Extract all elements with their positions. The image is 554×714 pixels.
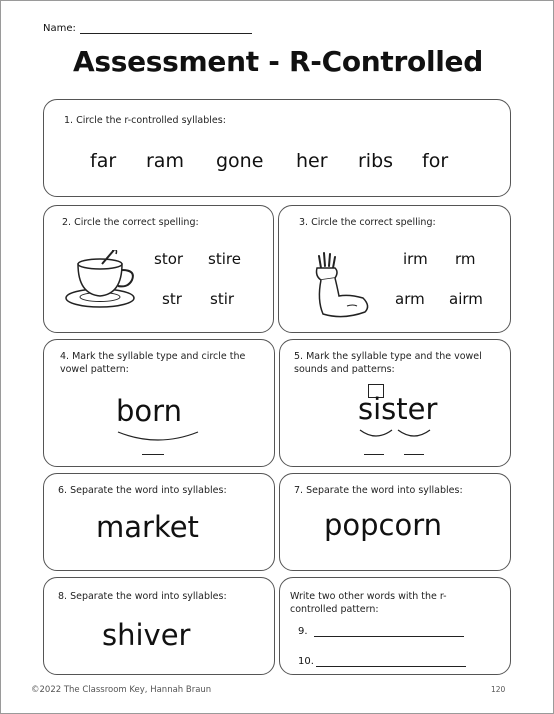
name-label: Name: — [43, 23, 76, 34]
q5-syllable-type-line-1 — [364, 454, 384, 455]
q3-option-rm[interactable]: rm — [455, 250, 476, 268]
q8-word-shiver: shiver — [102, 618, 191, 652]
question-5-box — [279, 339, 511, 467]
q2-option-stire[interactable]: stire — [208, 250, 241, 268]
q7-word-popcorn: popcorn — [324, 508, 443, 542]
q10-label: 10. — [298, 656, 314, 667]
question-8-box — [43, 577, 275, 675]
question-3-instruction: 3. Circle the correct spelling: — [299, 217, 436, 228]
q4-word-born: born — [116, 394, 182, 428]
question-4-box — [43, 339, 275, 467]
q3-option-irm[interactable]: irm — [403, 250, 428, 268]
q9-label: 9. — [298, 626, 308, 637]
q1-word-far[interactable]: far — [90, 150, 117, 172]
question-6-instruction: 6. Separate the word into syllables: — [58, 485, 227, 496]
question-9-10-instruction: Write two other words with the r-controlled pattern: — [290, 591, 447, 615]
q4-syllable-type-line — [142, 454, 164, 455]
q3-option-arm[interactable]: arm — [395, 290, 425, 308]
q2-option-stir[interactable]: stir — [210, 290, 235, 308]
q4-syllable-arc — [114, 428, 204, 448]
q6-word-market: market — [96, 510, 199, 544]
question-6-box — [43, 473, 275, 571]
question-2-box — [43, 205, 274, 333]
question-3-box — [278, 205, 511, 333]
question-1-box — [43, 99, 511, 197]
question-1-instruction: 1. Circle the r-controlled syllables: — [64, 115, 226, 126]
q3-option-airm[interactable]: airm — [449, 290, 483, 308]
q5-syllable-arcs — [358, 426, 438, 446]
q9-answer-line[interactable] — [314, 636, 464, 637]
question-8-instruction: 8. Separate the word into syllables: — [58, 591, 227, 602]
question-2-instruction: 2. Circle the correct spelling: — [62, 217, 199, 228]
page-number: 120 — [491, 685, 506, 694]
q1-word-ribs[interactable]: ribs — [358, 150, 394, 172]
q2-option-str[interactable]: str — [162, 290, 182, 308]
question-4-instruction: 4. Mark the syllable type and circle the vowel pattern: — [60, 351, 246, 375]
question-7-instruction: 7. Separate the word into syllables: — [294, 485, 463, 496]
question-5-instruction: 5. Mark the syllable type and the vowel sounds and patterns: — [294, 351, 482, 375]
q10-answer-line[interactable] — [316, 666, 466, 667]
q5-syllable-type-line-2 — [404, 454, 424, 455]
q5-word-sister: sister — [358, 392, 438, 426]
page-title: Assessment - R-Controlled — [73, 45, 483, 78]
q1-word-gone[interactable]: gone — [216, 150, 264, 172]
q1-word-ram[interactable]: ram — [146, 150, 184, 172]
name-line — [80, 24, 252, 34]
name-field — [43, 23, 252, 34]
question-9-10-box — [279, 577, 511, 675]
q1-word-her[interactable]: her — [296, 150, 328, 172]
q1-word-for[interactable]: for — [422, 150, 449, 172]
copyright-footer: ©2022 The Classroom Key, Hannah Braun — [31, 685, 212, 695]
question-7-box — [279, 473, 511, 571]
q2-option-stor[interactable]: stor — [154, 250, 184, 268]
